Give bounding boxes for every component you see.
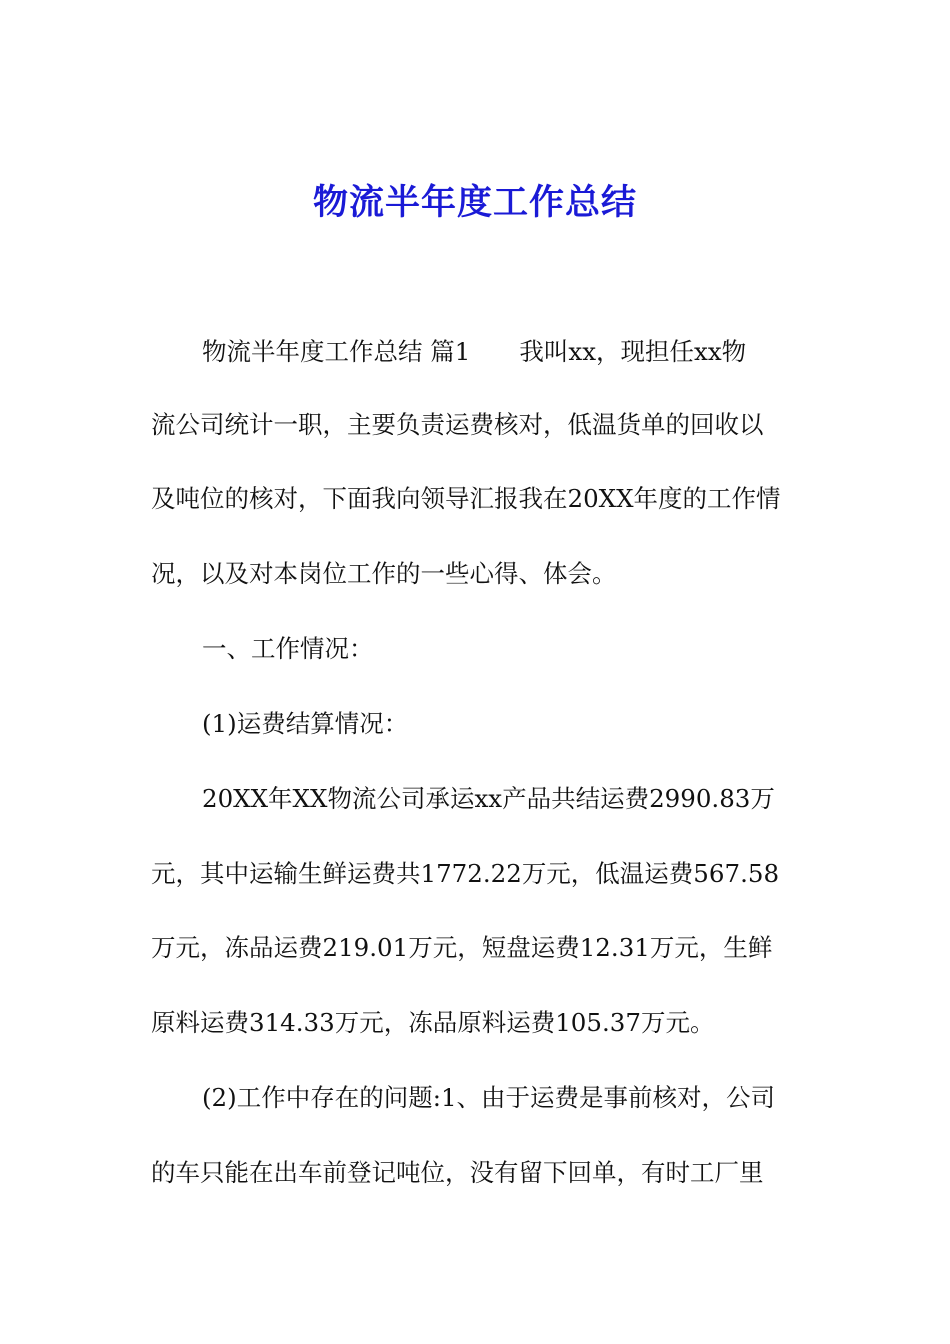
section-heading: 一、工作情况： <box>202 634 374 663</box>
paragraph-line: 万元，冻品运费219.01万元，短盘运费12.31万元，生鲜 <box>151 933 773 962</box>
paragraph-line: 流公司统计一职，主要负责运费核对，低温货单的回收以 <box>151 410 764 439</box>
document-title: 物流半年度工作总结 <box>312 182 637 223</box>
paragraph-line: 原料运费314.33万元，冻品原料运费105.37万元。 <box>151 1008 715 1037</box>
paragraph-line: 20XX年XX物流公司承运xx产品共结运费2990.83万 <box>202 784 775 813</box>
paragraph-line: 的车只能在出车前登记吨位，没有留下回单，有时工厂里 <box>151 1158 764 1187</box>
paragraph-line: 元，其中运输生鲜运费共1772.22万元，低温运费567.58 <box>151 859 780 888</box>
paragraph-line: 物流半年度工作总结 篇1 我叫xx，现担任xx物 <box>202 337 747 366</box>
paragraph-line: (2)工作中存在的问题:1、由于运费是事前核对，公司 <box>202 1083 776 1112</box>
paragraph-line: 及吨位的核对，下面我向领导汇报我在20XX年度的工作情 <box>151 484 781 513</box>
paragraph-line: 况，以及对本岗位工作的一些心得、体会。 <box>151 559 617 588</box>
subsection-heading: (1)运费结算情况： <box>202 709 409 738</box>
